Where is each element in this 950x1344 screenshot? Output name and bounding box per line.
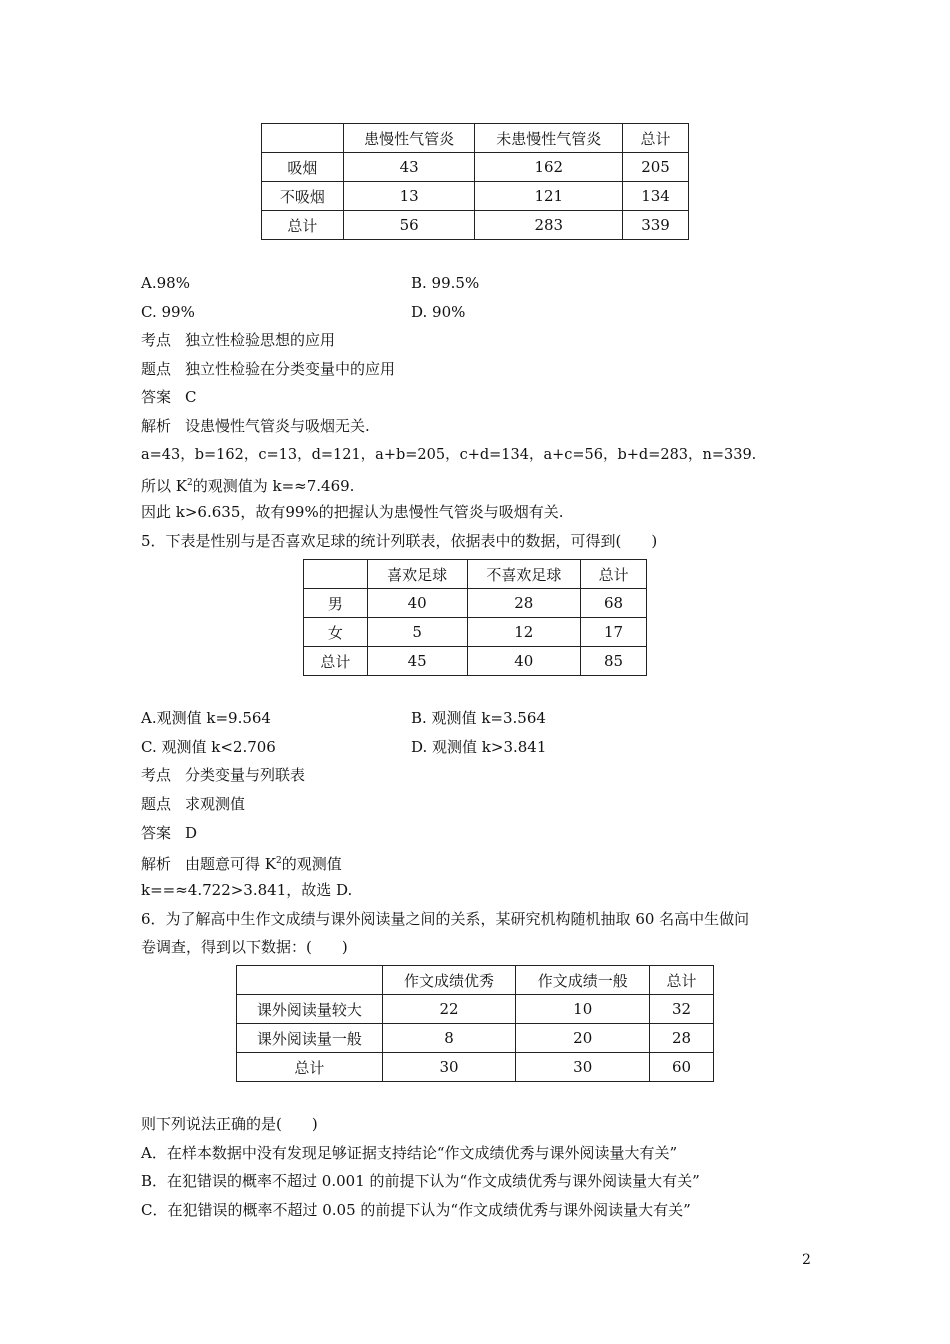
table-row [237,1053,714,1082]
q4-jiexi [141,416,370,436]
kaodian-text: 分类变量与列联表 [185,766,306,784]
smoking-bronchitis-table [261,123,689,240]
table-cell: 121 [475,182,623,211]
q4-answer [141,387,197,407]
table-header-row [237,966,714,995]
table-cell: 总计 [237,1053,383,1082]
q6-option-b: B．在犯错误的概率不超过 0.001 的前提下认为“作文成绩优秀与课外阅读量大有关” [141,1172,700,1190]
q5-option-d: D. 观测值 k>3.841 [411,738,547,756]
table-row [304,589,647,618]
jiexi-pre: 由题意可得 K [185,855,276,873]
table-cell: 不吸烟 [262,182,344,211]
table-cell: 课外阅读量一般 [237,1024,383,1053]
table-row [262,211,689,240]
answer-text: D [185,824,198,842]
answer-label: 答案 [141,824,172,842]
q4-kaodian [141,330,335,350]
q4-tidian [141,359,395,379]
tidian-text: 求观测值 [185,795,246,813]
k-line-pre: 所以 K [141,477,187,495]
tidian-text: 独立性检验在分类变量中的应用 [185,360,396,378]
table-cell: 作文成绩优秀 [382,966,516,995]
q4-option-a: A.98% [141,274,190,292]
q6-question: 则下列说法正确的是( ) [141,1115,318,1133]
table-cell: 56 [343,211,475,240]
tidian-label: 题点 [141,360,172,378]
table-cell: 未患慢性气管炎 [475,124,623,153]
table-cell: 134 [623,182,689,211]
k-line-post: 的观测值为 k=≈7.469. [192,477,355,495]
answer-label: 答案 [141,388,172,406]
answer-text: C [185,388,197,406]
table-cell: 5 [367,618,467,647]
page-number: 2 [802,1252,811,1268]
table-cell: 吸烟 [262,153,344,182]
jiexi-post: 的观测值 [281,855,342,873]
jiexi-sup: 2 [276,856,282,866]
q5-answer [141,823,197,843]
jiexi-label: 解析 [141,417,172,435]
table-cell: 课外阅读量较大 [237,995,383,1024]
reading-essay-table [236,965,714,1082]
table-cell: 作文成绩一般 [516,966,650,995]
q6-option-c: C．在犯错误的概率不超过 0.05 的前提下认为“作文成绩优秀与课外阅读量大有关” [141,1201,691,1219]
table-cell [262,124,344,153]
q5-option-a: A.观测值 k=9.564 [141,709,271,727]
q5-kaodian [141,765,305,785]
q6-stem-line2: 卷调查，得到以下数据：( ) [141,938,348,956]
table-cell: 60 [650,1053,714,1082]
table-cell: 28 [650,1024,714,1053]
table-cell: 43 [343,153,475,182]
kaodian-label: 考点 [141,766,172,784]
table-row [237,995,714,1024]
table-cell: 男 [304,589,368,618]
table-cell: 162 [475,153,623,182]
table-cell: 8 [382,1024,516,1053]
q5-k-line: k==≈4.722>3.841，故选 D. [141,881,353,899]
table-cell: 68 [581,589,647,618]
table-cell: 40 [367,589,467,618]
football-gender-table [303,559,647,676]
table-row [237,1024,714,1053]
q5-tidian [141,794,245,814]
table-cell: 不喜欢足球 [467,560,581,589]
table-cell: 总计 [304,647,368,676]
table-cell: 22 [382,995,516,1024]
table-cell [237,966,383,995]
table-row [304,647,647,676]
jiexi-text: 设患慢性气管炎与吸烟无关. [185,417,370,435]
table-cell: 13 [343,182,475,211]
q4-option-c: C. 99% [141,303,195,321]
table-row [262,182,689,211]
table-cell: 总计 [262,211,344,240]
jiexi-label: 解析 [141,855,172,873]
table-row [304,618,647,647]
q5-stem: 5．下表是性别与是否喜欢足球的统计列联表，依据表中的数据，可得到( ) [141,532,658,550]
table-cell: 12 [467,618,581,647]
q4-conclusion: 因此 k>6.635，故有99%的把握认为患慢性气管炎与吸烟有关. [141,503,564,521]
table-cell: 40 [467,647,581,676]
table-cell: 30 [516,1053,650,1082]
table-cell [304,560,368,589]
table-cell: 45 [367,647,467,676]
table-cell: 30 [382,1053,516,1082]
table-cell: 总计 [623,124,689,153]
table-cell: 10 [516,995,650,1024]
table-cell: 32 [650,995,714,1024]
q4-option-b: B. 99.5% [411,274,480,292]
kaodian-label: 考点 [141,331,172,349]
q6-option-a: A．在样本数据中没有发现足够证据支持结论“作文成绩优秀与课外阅读量大有关” [141,1144,678,1162]
q4-values-line: a=43，b=162，c=13，d=121，a+b=205，c+d=134，a+c=56，b+d=283，n=339. [141,447,757,463]
table-cell: 85 [581,647,647,676]
tidian-label: 题点 [141,795,172,813]
table-header-row [304,560,647,589]
q5-jiexi [141,851,342,874]
table-cell: 喜欢足球 [367,560,467,589]
table-cell: 女 [304,618,368,647]
table-cell: 28 [467,589,581,618]
table-cell: 总计 [650,966,714,995]
kaodian-text: 独立性检验思想的应用 [185,331,336,349]
q5-option-c: C. 观测值 k<2.706 [141,738,276,756]
table-cell: 患慢性气管炎 [343,124,475,153]
q4-k-line [141,473,354,496]
table-cell: 283 [475,211,623,240]
table-cell: 总计 [581,560,647,589]
table-cell: 17 [581,618,647,647]
q6-stem-line1: 6．为了解高中生作文成绩与课外阅读量之间的关系，某研究机构随机抽取 60 名高中生做问 [141,910,750,928]
table-cell: 205 [623,153,689,182]
table-row [262,153,689,182]
table-header-row [262,124,689,153]
q4-option-d: D. 90% [411,303,466,321]
table-cell: 20 [516,1024,650,1053]
k-line-sup: 2 [186,478,193,488]
table-cell: 339 [623,211,689,240]
q5-option-b: B. 观测值 k=3.564 [411,709,546,727]
